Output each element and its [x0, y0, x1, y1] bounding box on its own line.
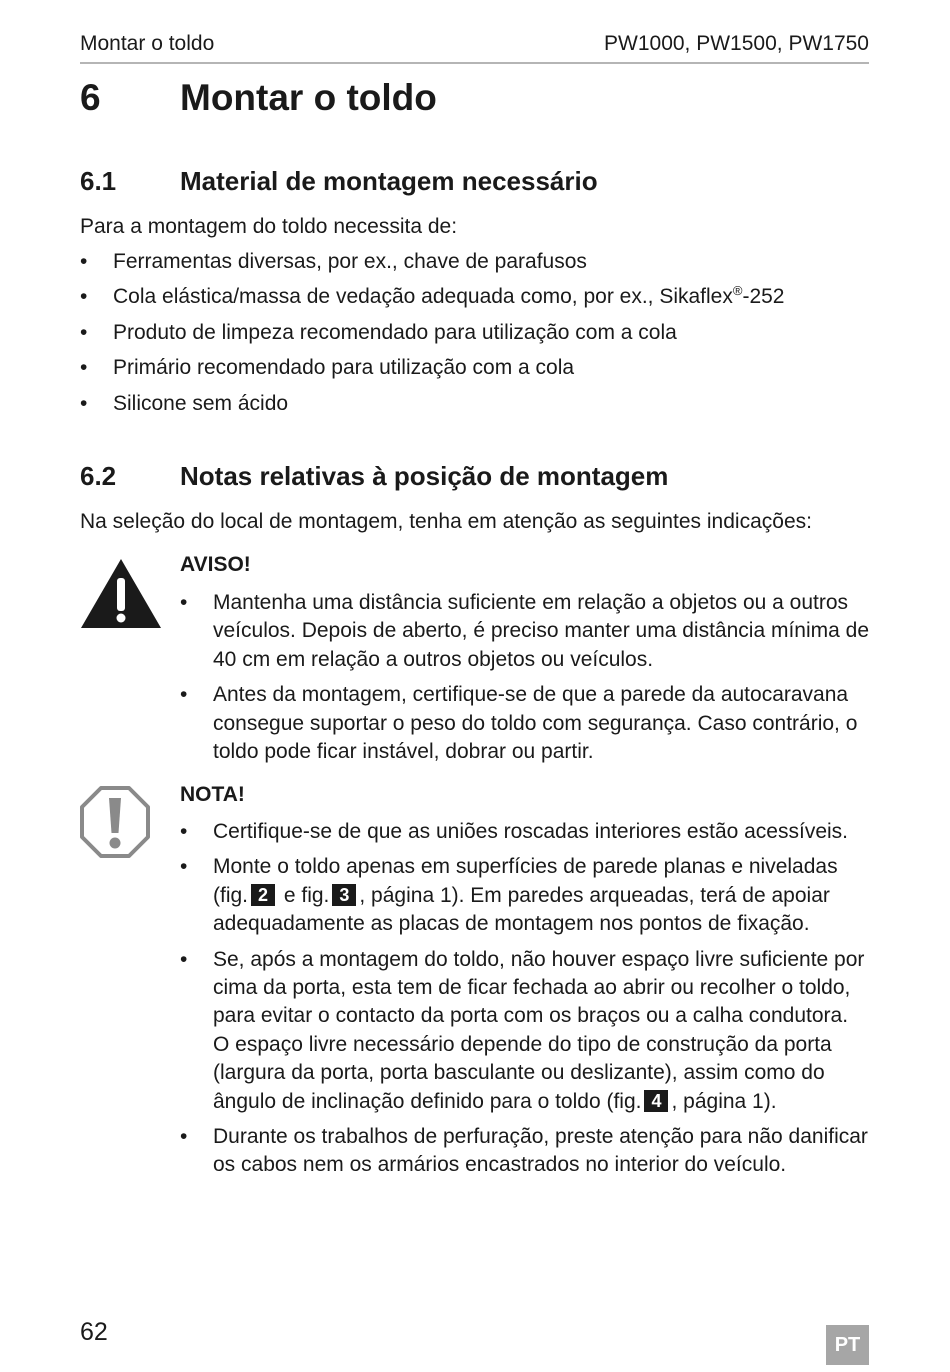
list-item: • Ferramentas diversas, por ex., chave de parafusos [80, 248, 860, 276]
list-item: • Primário recomendado para utilização com a cola [80, 354, 860, 382]
list-item: • Mantenha uma distância suficiente em relação a objetos ou a outros veículos. Depois de aberto, é preciso manter uma distância mínima de 40 cm em relação a outros objetos ou veículos. [180, 591, 869, 671]
section-title: Material de montagem necessário [180, 166, 598, 196]
running-header-models: PW1000, PW1500, PW1750 [604, 32, 869, 55]
list-item: • Produto de limpeza recomendado para utilização com a cola [80, 319, 860, 347]
chapter-number: 6 [80, 77, 101, 118]
list-item: • Durante os trabalhos de perfuração, preste atenção para não danificar os cabos nem os armários encastrados no interior do veículo. [180, 1125, 868, 1177]
section-title: Notas relativas à posição de montagem [180, 461, 669, 491]
header-divider [80, 62, 869, 64]
running-header-title: Montar o toldo [80, 32, 215, 55]
warning-list [180, 589, 870, 773]
bullet: • [180, 1125, 188, 1149]
registered-mark: ® [732, 283, 743, 299]
language-badge: PT [826, 1325, 869, 1365]
bullet: • [180, 855, 188, 879]
list-item: • Se, após a montagem do toldo, não houver espaço livre suficiente por cima da porta, esta tem de ficar fechada ao abrir ou recolher o toldo, para evitar o contacto da porta com os braços ou a calha condutora. O espaço livre necessário depende do tipo de construção da porta (largura da porta, porta basculante ou deslizante), assim como do ângulo de inclinação definido para o toldo (fig. 4 , página 1). [180, 947, 865, 1113]
bullet: • [180, 683, 188, 707]
warning-triangle-icon [80, 558, 162, 630]
bullet: • [80, 391, 88, 415]
section-intro: Para a montagem do toldo necessita de: [80, 215, 458, 238]
bullet: • [80, 320, 88, 344]
section-number: 6.2 [80, 461, 117, 491]
note-list [180, 818, 870, 1187]
section-number: 6.1 [80, 166, 117, 196]
list-item: • Antes da montagem, certifique-se de que a parede da autocaravana consegue suportar o peso do toldo com segurança. Caso contrário, o toldo pode ficar instável, dobrar ou partir. [180, 683, 858, 764]
warning-label: AVISO! [180, 553, 251, 576]
bullet: • [180, 820, 188, 843]
list-item: • Certifique-se de que as uniões roscadas interiores estão acessíveis. [180, 818, 870, 846]
materials-list [80, 248, 860, 425]
figure-reference: 4 [644, 1090, 668, 1112]
list-item: • Cola elástica/massa de vedação adequada como, por ex., Sikaflex®-252 [80, 283, 860, 311]
section-intro: Na seleção do local de montagem, tenha em atenção as seguintes indicações: [80, 510, 812, 533]
note-label: NOTA! [180, 783, 245, 806]
list-item: • Monte o toldo apenas em superfícies de parede planas e niveladas (fig. 2 e fig. 3 , página 1). Em paredes arqueadas, terá de apoiar adequadamente as placas de montagem nos pontos de fixação. [180, 855, 838, 936]
list-item: • Silicone sem ácido [80, 390, 860, 418]
notice-octagon-icon [79, 785, 151, 859]
bullet: • [80, 285, 88, 309]
page-number: 62 [80, 1318, 108, 1346]
bullet: • [180, 947, 188, 971]
bullet: • [80, 250, 88, 273]
bullet: • [80, 356, 88, 380]
figure-reference: 3 [332, 884, 356, 906]
figure-reference: 2 [251, 884, 275, 906]
chapter-title: Montar o toldo [180, 77, 437, 118]
bullet: • [180, 591, 188, 614]
